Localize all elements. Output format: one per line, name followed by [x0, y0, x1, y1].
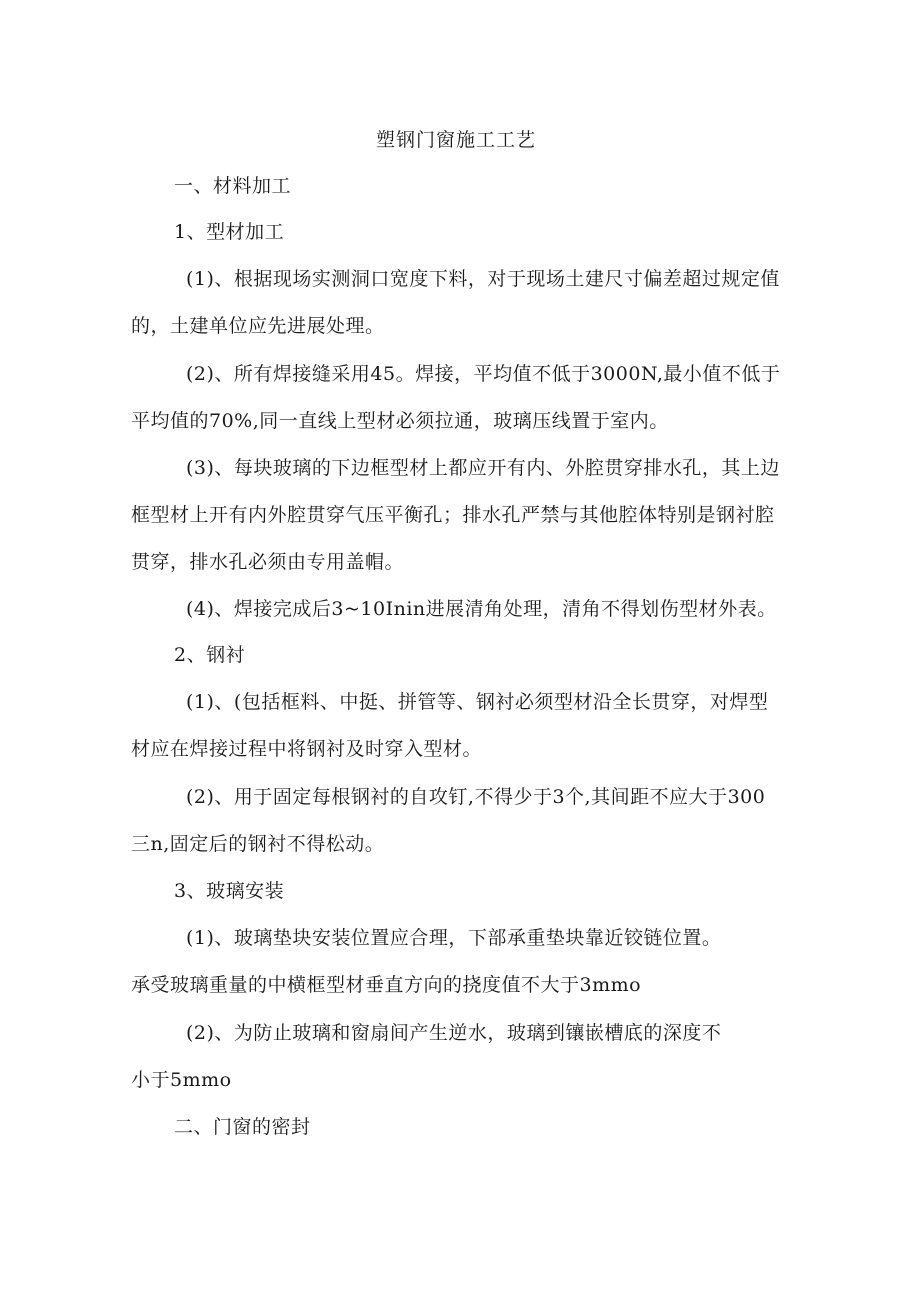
paragraph-line: 框型材上开有内外腔贯穿气压平衡孔；排水孔严禁与其他腔体特别是钢衬腔 — [131, 504, 775, 526]
subsection-heading: 3、玻璃安装 — [174, 880, 285, 902]
paragraph-line: (2)、所有焊接缝采用45。焊接，平均值不低于3000N,最小值不低于 — [186, 363, 781, 385]
paragraph-line: 承受玻璃重量的中横框型材垂直方向的挠度值不大于3mmo — [131, 974, 642, 996]
paragraph-line: 小于5mmo — [131, 1069, 232, 1091]
paragraph-line: (1)、(包括框料、中挺、拼管等、钢衬必须型材沿全长贯穿，对焊型 — [186, 691, 769, 713]
paragraph-line: (2)、用于固定每根钢衬的自攻钉,不得少于3个,其间距不应大于300 — [186, 786, 766, 808]
section-heading: 二、门窗的密封 — [174, 1116, 311, 1138]
subsection-heading: 1、型材加工 — [174, 221, 285, 243]
paragraph-line: (4)、焊接完成后3~10Inin进展清角处理，清角不得划伤型材外表。 — [186, 598, 777, 620]
paragraph-line: (1)、玻璃垫块安装位置应合理，下部承重垫块靠近铰链位置。 — [186, 927, 722, 949]
paragraph-line: 材应在焊接过程中将钢衬及时穿入型材。 — [131, 738, 483, 760]
paragraph-line: (1)、根据现场实测洞口宽度下料，对于现场土建尺寸偏差超过规定值 — [186, 268, 780, 290]
subsection-heading: 2、钢衬 — [174, 644, 246, 666]
paragraph-line: (2)、为防止玻璃和窗扇间产生逆水，玻璃到镶嵌槽底的深度不 — [186, 1022, 722, 1044]
paragraph-line: (3)、每块玻璃的下边框型材上都应开有内、外腔贯穿排水孔，其上边 — [186, 457, 780, 479]
paragraph-line: 三n,固定后的钢衬不得松动。 — [131, 833, 385, 855]
page-title: 塑钢门窗施工工艺 — [376, 129, 537, 151]
paragraph-line: 贯穿，排水孔必须由专用盖帽。 — [131, 551, 405, 573]
section-heading: 一、材料加工 — [174, 175, 292, 197]
paragraph-line: 的，土建单位应先进展处理。 — [131, 315, 385, 337]
paragraph-line: 平均值的70%,同一直线上型材必须拉通，玻璃压线置于室内。 — [131, 410, 669, 432]
